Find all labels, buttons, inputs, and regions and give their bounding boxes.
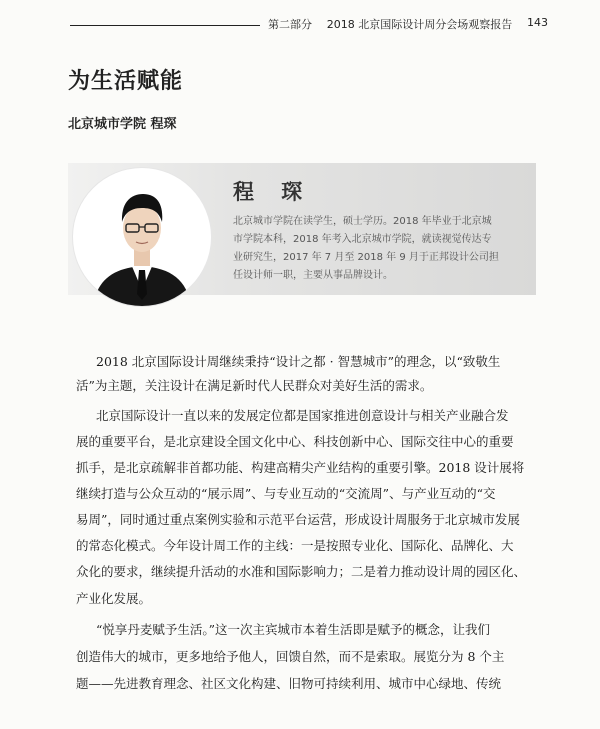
body-line: 产业化发展。	[76, 591, 152, 606]
body-line: 展的重要平台，是北京建设全国文化中心、科技创新中心、国际交往中心的重要	[76, 434, 514, 449]
profile-name: 程 琛	[233, 180, 313, 204]
body-line: 抓手，是北京疏解非首都功能、构建高精尖产业结构的重要引擎。2018 设计展将	[76, 460, 525, 475]
profile-bio-line: 业研究生，2017 年 7 月至 2018 年 9 月于正邦设计公司担	[233, 252, 499, 263]
article-byline: 北京城市学院 程琛	[68, 117, 177, 132]
body-line: 的常态化模式。今年设计周工作的主线：一是按照专业化、国际化、品牌化、大	[76, 538, 514, 553]
page-number: 143	[527, 16, 548, 29]
body-line: “悦享丹麦赋予生活。”这一次主宾城市本着生活即是赋予的概念，让我们	[96, 622, 491, 637]
running-head-section: 第二部分	[268, 18, 312, 31]
running-head-report: 2018 北京国际设计周分会场观察报告	[326, 18, 513, 31]
body-line: 继续打造与公众互动的“展示周”、与专业互动的“交流周”、与产业互动的“交	[76, 486, 496, 501]
profile-bio-line: 市学院本科，2018 年考入北京城市学院，就读视觉传达专	[233, 234, 492, 245]
body-line: 2018 北京国际设计周继续秉持“设计之都 · 智慧城市”的理念，以“致敬生	[96, 354, 501, 369]
body-line: 众化的要求，继续提升活动的水准和国际影响力；二是着力推动设计周的园区化、	[76, 564, 527, 579]
body-line: 北京国际设计一直以来的发展定位都是国家推进创意设计与相关产业融合发	[96, 408, 509, 423]
article-title: 为生活赋能	[68, 69, 184, 94]
body-line: 题——先进教育理念、社区文化构建、旧物可持续利用、城市中心绿地、传统	[76, 676, 502, 691]
body-line: 易周”，同时通过重点案例实验和示范平台运营，形成设计周服务于北京城市发展	[76, 512, 520, 527]
header-rule	[70, 25, 260, 26]
profile-bio-line: 北京城市学院在读学生，硕士学历。2018 年毕业于北京城	[233, 216, 492, 227]
author-portrait	[73, 168, 211, 306]
body-line: 活”为主题，关注设计在满足新时代人民群众对美好生活的需求。	[76, 378, 433, 393]
profile-bio-line: 任设计师一职，主要从事品牌设计。	[233, 270, 393, 281]
author-portrait-illustration	[73, 168, 211, 306]
body-line: 创造伟大的城市，更多地给予他人，回馈自然，而不是索取。展览分为 8 个主	[76, 649, 505, 664]
running-head	[268, 16, 548, 32]
